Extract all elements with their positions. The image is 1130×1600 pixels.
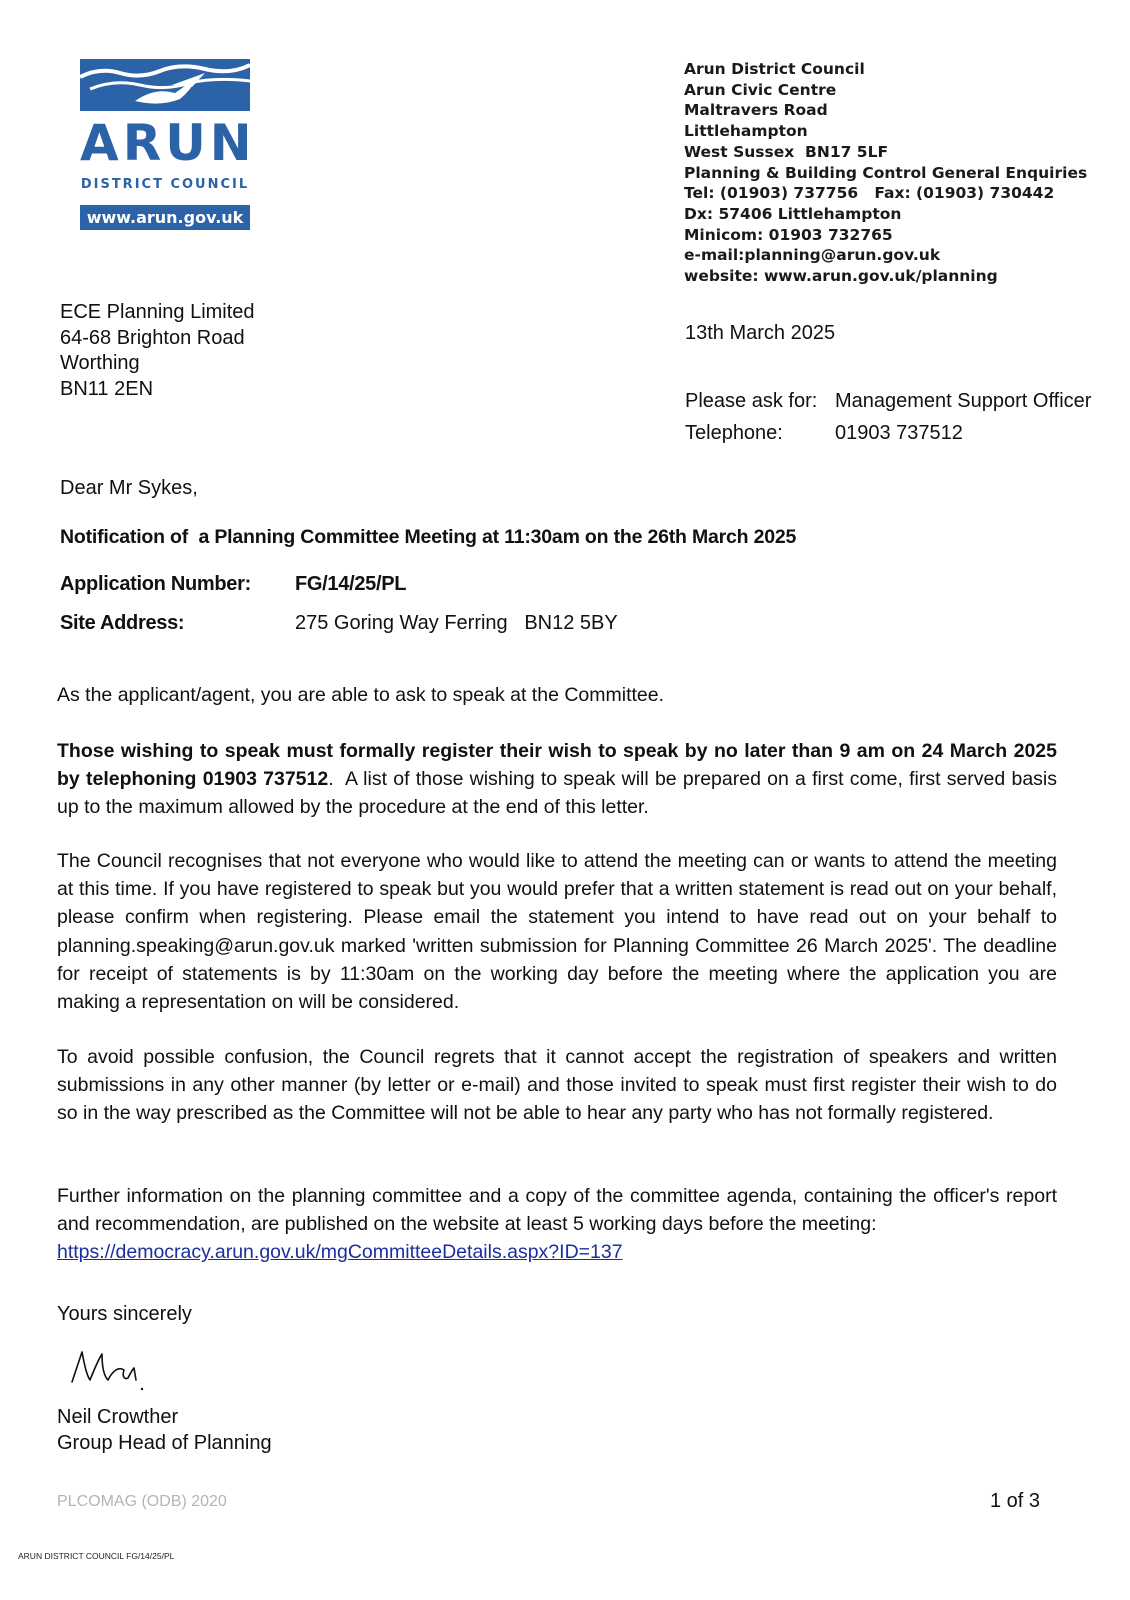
signer-name: Neil Crowther bbox=[57, 1406, 179, 1428]
letter-heading: Notification of a Planning Committee Meeting at 11:30am on the 26th March 2025 bbox=[60, 526, 797, 548]
recipient-address bbox=[60, 300, 255, 402]
salutation: Dear Mr Sykes, bbox=[60, 477, 198, 499]
council-email: e-mail:planning@arun.gov.uk bbox=[684, 246, 941, 265]
closing: Yours sincerely bbox=[57, 1303, 192, 1325]
site-address-value: 275 Goring Way Ferring BN12 5BY bbox=[295, 612, 618, 634]
logo-wordmark: ARUN bbox=[80, 114, 256, 172]
handwritten-signature-icon bbox=[62, 1340, 152, 1395]
telephone-value: 01903 737512 bbox=[835, 422, 963, 444]
council-address-line: Planning & Building Control General Enquiries bbox=[684, 163, 1088, 182]
paragraph-speak-intro: As the applicant/agent, you are able to ask to speak at the Committee. bbox=[57, 684, 665, 706]
ask-for-row bbox=[685, 385, 1091, 417]
letter-date: 13th March 2025 bbox=[685, 322, 836, 344]
footer-form-code: PLCOMAG (ODB) 2020 bbox=[57, 1493, 227, 1510]
site-address-row bbox=[60, 612, 618, 635]
paragraph-confusion: To avoid possible confusion, the Council regrets that it cannot accept the registration of speakers and written submissions in any other manner (by letter or e-mail) and those invited to speak must first register their wish to do so in the way prescribed as the Committee will not be able to hear any party who has not formally registered. bbox=[57, 1046, 1057, 1125]
council-address-block bbox=[684, 59, 1087, 287]
council-address-line: Tel: (01903) 737756 Fax: (01903) 730442 bbox=[684, 184, 1055, 203]
logo-waves-band bbox=[80, 59, 250, 111]
council-address-line: Minicom: 01903 732765 bbox=[684, 225, 893, 244]
council-address-line: Dx: 57406 Littlehampton bbox=[684, 204, 902, 223]
committee-details-link[interactable]: https://democracy.arun.gov.uk/mgCommitteeDetails.aspx?ID=137 bbox=[57, 1241, 623, 1264]
application-number-label: Application Number: bbox=[60, 573, 251, 595]
site-address-label: Site Address: bbox=[60, 612, 185, 634]
paragraph-further-info bbox=[57, 1182, 1057, 1267]
recipient-line: Worthing bbox=[60, 352, 140, 374]
page-number: 1 of 3 bbox=[990, 1490, 1041, 1512]
application-number-row bbox=[60, 573, 406, 596]
council-website: website: www.arun.gov.uk/planning bbox=[684, 267, 998, 286]
signature bbox=[62, 1340, 152, 1395]
registration-deadline-text: Those wishing to speak must formally register their wish to speak by no later than 9 am on 24 March 2025 by telephoning 01903 737512 bbox=[57, 740, 1057, 791]
signer-block bbox=[57, 1404, 272, 1456]
footer-reference: ARUN DISTRICT COUNCIL FG/14/25/PL bbox=[18, 1551, 175, 1561]
further-info-text: Further information on the planning committee and a copy of the committee agenda, containing the officer's report and recommendation, are published on the website at least 5 working days before the meeting: bbox=[57, 1185, 1057, 1236]
contact-block bbox=[685, 385, 1091, 449]
council-address-line: Maltravers Road bbox=[684, 101, 828, 120]
council-address-line: Arun Civic Centre bbox=[684, 80, 837, 99]
ask-for-value: Management Support Officer bbox=[835, 390, 1092, 412]
paragraph-written-statement: The Council recognises that not everyone who would like to attend the meeting can or wants to attend the meeting at this time. If you have registered to speak but you would prefer that a written statement is read out on your behalf, please confirm when registering. Please email the statement you intend to have read out on your behalf to planning.speaking@arun.gov.uk marked 'written submission for Planning Committee 26 March 2025'. The deadline for receipt of statements is by 11:30am on the working day before the meeting where the application you are making a representation on will be considered. bbox=[57, 850, 1057, 1014]
signer-title: Group Head of Planning bbox=[57, 1432, 272, 1454]
recipient-line: BN11 2EN bbox=[60, 377, 154, 400]
recipient-line: ECE Planning Limited bbox=[60, 301, 255, 323]
council-address-line: Littlehampton bbox=[684, 122, 808, 141]
council-address-line: Arun District Council bbox=[684, 60, 865, 78]
council-address-line: West Sussex BN17 5LF bbox=[684, 142, 889, 161]
registration-rest-text: . A list of those wishing to speak will be prepared on a first come, first served basis up to the maximum allowed by the procedure at the end of this letter. bbox=[57, 768, 1063, 819]
logo-subtitle: DISTRICT COUNCIL bbox=[80, 177, 250, 192]
paragraph-registration bbox=[57, 737, 1063, 822]
recipient-line: 64-68 Brighton Road bbox=[60, 326, 245, 349]
ask-for-label: Please ask for: bbox=[685, 390, 818, 412]
telephone-label: Telephone: bbox=[685, 422, 783, 444]
application-number-value: FG/14/25/PL bbox=[295, 573, 407, 595]
wave-bird-icon bbox=[80, 59, 250, 111]
telephone-row bbox=[685, 417, 1091, 449]
logo-url: www.arun.gov.uk bbox=[80, 205, 250, 230]
council-logo bbox=[80, 59, 256, 229]
